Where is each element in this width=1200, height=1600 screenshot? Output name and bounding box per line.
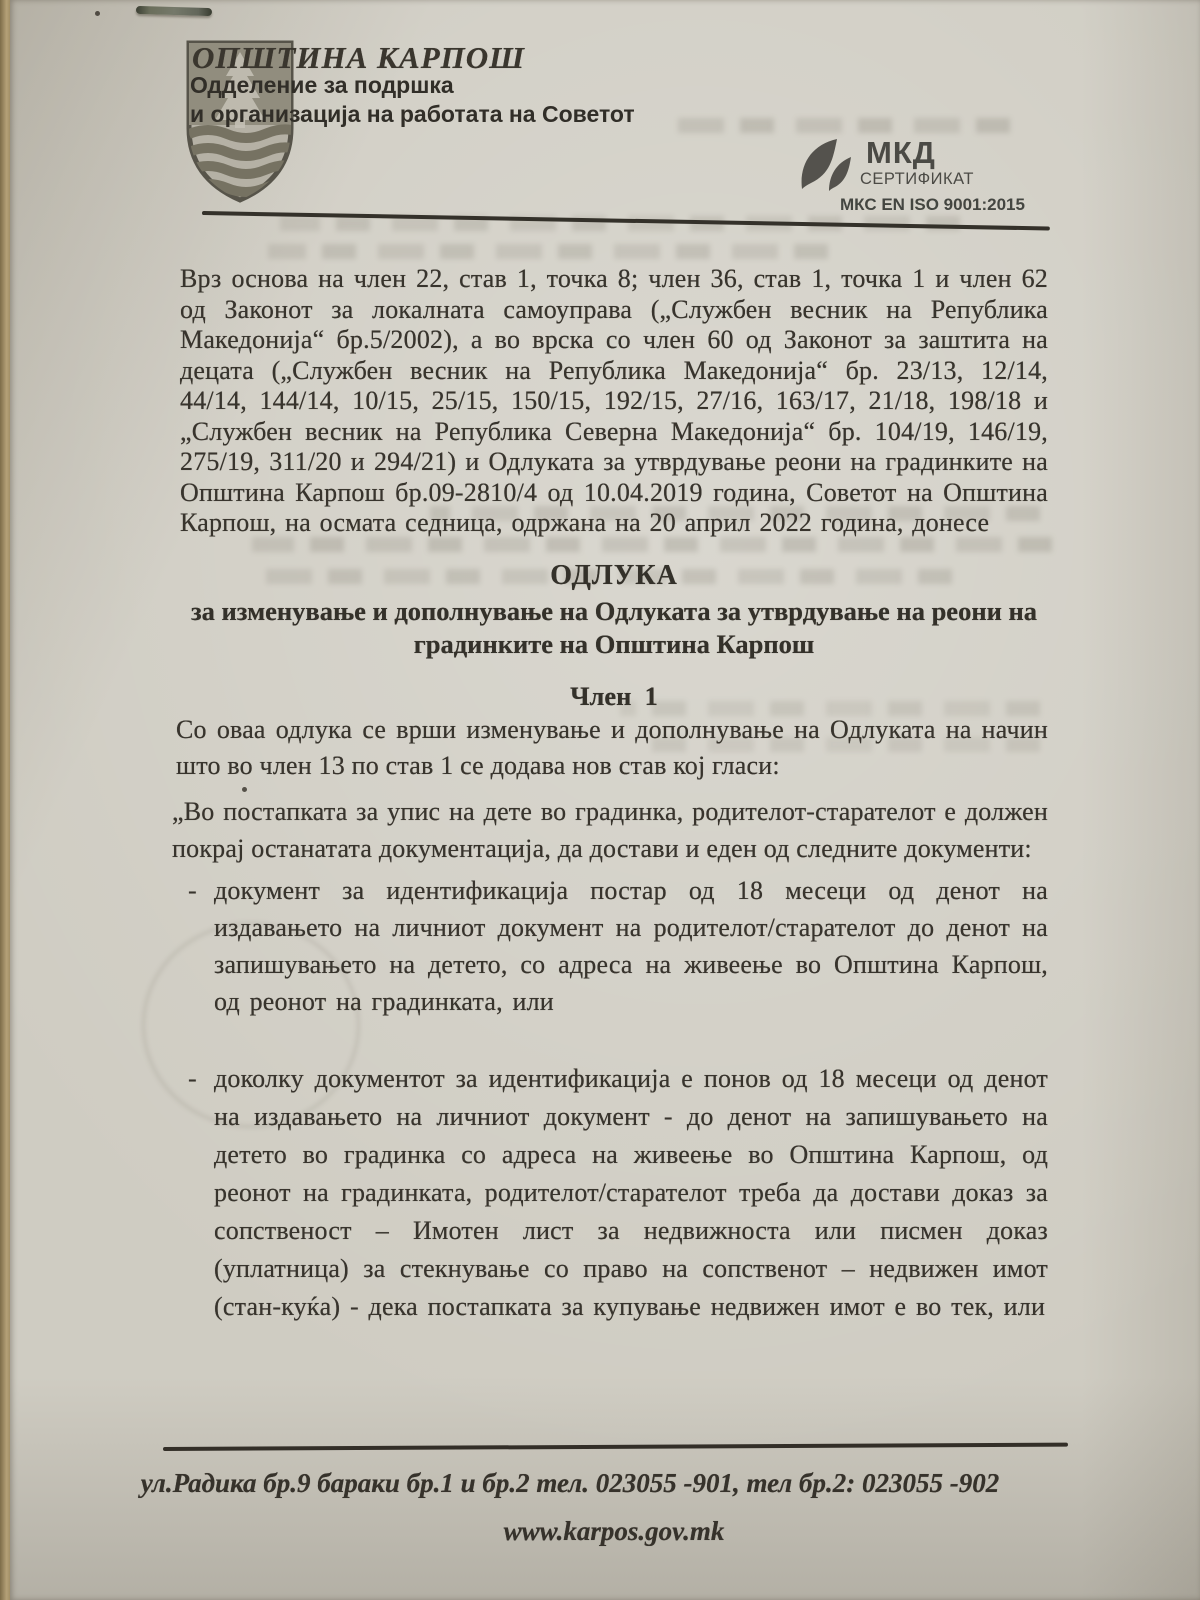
- article-1-intro: Со оваа одлука се врши изменување и дополнување на Одлуката на начин што во член 13 по став 1 се додава нов став кој гласи:: [176, 715, 1048, 780]
- municipality-name: ОПШТИНА КАРПОШ: [192, 40, 526, 75]
- preamble-paragraph: Врз основа на член 22, став 1, точка 8; член 36, став 1, точка 1 и член 62 од Законот за локалната самоуправа („Службен весник на Република Македонија“ бр.5/2002), а во врска со член 60 од Законот за заштита на децата („Службен весник на Република Македонија“ бр. 23/13, 12/14, 44/14, 144/14, 10/15, 25/15, 150/15, 192/15, 27/16, 163/17, 21/18, 198/18 и „Службен весник на Република Северна Македонија“ бр. 104/19, 146/19, 275/19, 311/20 и 294/21) и Одлуката за утврдување реони на градинките на Општина Карпош бр.09-2810/4 од 10.04.2019 година, Советот на Општина Карпош, на осмата седница, одржана на 20 април 2022 година, донесе: [180, 264, 1048, 537]
- decision-title: ОДЛУКА: [550, 560, 678, 591]
- list-item: [172, 1060, 1048, 1326]
- list-item-dash: -: [188, 876, 197, 905]
- list-item-dash: -: [188, 1064, 197, 1093]
- list-item-text: документ за идентификација постар од 18 месеци од денот на издавањето на личниот документ на родителот/старателот до денот на запишувањето на детето, со адреса на живеење во Општина Карпош, од реонот на градинката, или: [214, 876, 1048, 1016]
- mkd-certificate-label: СЕРТИФИКАТ: [860, 170, 974, 188]
- document-content: [10, 0, 1200, 1600]
- department-line-2: и организација на работата на Советот: [190, 101, 635, 127]
- department-line-1: Одделение за подршка: [190, 72, 454, 98]
- list-item: [172, 872, 1048, 1020]
- footer-address-phone: ул.Радика бр.9 бараки бр.1 и бр.2 тел. 023055 -901, тел бр.2: 023055 -902: [140, 1468, 1000, 1498]
- mkd-brand-label: МКД: [866, 135, 936, 170]
- mkd-leaf-icon: [800, 137, 862, 193]
- decision-subtitle: за изменување и дополнување на Одлуката за утврдување на реони на градинките на Општина Карпош: [191, 596, 1037, 659]
- list-item-text: доколку документот за идентификација е понов од 18 месеци од денот на издавањето на личниот документ - до денот на запишувањето на детето во градинка со адреса на живеење во Општина Карпош, од реонот на градинката, родителот/старателот треба да достави доказ за сопственост – Имотен лист за недвижноста или писмен доказ (уплатница) за стекнување со право на сопственот – недвижен имот (стан-куќа) - дека постапката за купување недвижен имот е во тек, или: [214, 1064, 1048, 1321]
- article-1-quoted-provision: [172, 793, 1048, 1326]
- footer-divider: [163, 1443, 1068, 1451]
- quote-lead-paragraph: „Во постапката за упис на дете во градинка, родителот-старателот е должен покрај останатата документација, да достави и еден од следните документи:: [172, 797, 1048, 863]
- article-1-heading: Член 1: [570, 681, 658, 711]
- iso-standard-label: МКС EN ISO 9001:2015: [840, 195, 1025, 214]
- footer-website: www.karpos.gov.mk: [503, 1516, 725, 1546]
